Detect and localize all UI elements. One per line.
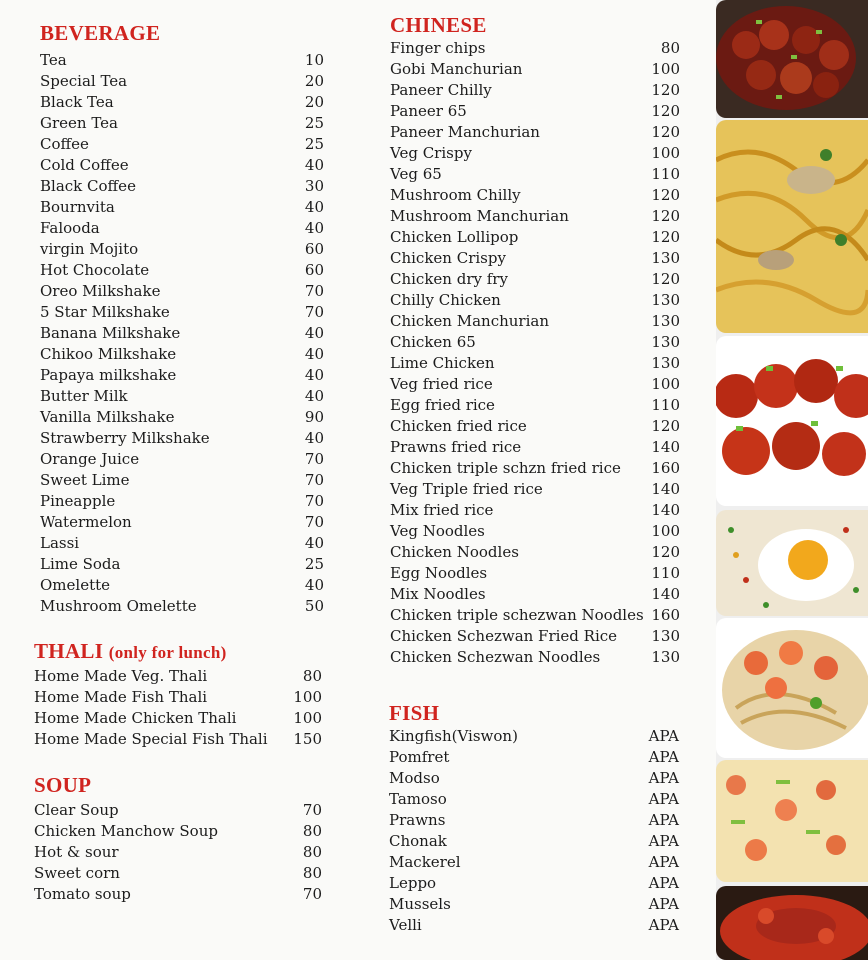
menu-item-price: 70	[304, 492, 324, 510]
menu-item-name: Tomato soup	[34, 885, 131, 903]
menu-item	[390, 353, 690, 374]
menu-item-name: Chikoo Milkshake	[40, 345, 177, 363]
menu-item-name: Lime Soda	[40, 555, 121, 573]
chilli-chicken-photo	[716, 0, 868, 118]
menu-item	[389, 747, 689, 768]
menu-item-name: Chicken Schezwan Noodles	[390, 648, 601, 666]
prawn-fried-rice-photo	[716, 760, 868, 882]
menu-item	[390, 143, 690, 164]
menu-item	[390, 122, 690, 143]
menu-item	[390, 458, 690, 479]
chinese-list	[390, 38, 690, 668]
beverage-section	[40, 20, 330, 617]
menu-item-price: 100	[651, 522, 680, 540]
menu-item-name: Chicken Noodles	[390, 543, 519, 561]
menu-item-price: 120	[651, 102, 680, 120]
menu-item	[390, 38, 690, 59]
menu-item	[40, 323, 330, 344]
menu-item	[389, 789, 689, 810]
menu-item	[389, 915, 689, 936]
menu-item-name: Hot Chocolate	[40, 261, 150, 279]
prawn-noodles-photo	[716, 618, 868, 758]
menu-item-price: APA	[648, 895, 679, 913]
menu-item-name: Tamoso	[389, 790, 447, 808]
menu-item	[390, 80, 690, 101]
soup-section	[34, 772, 334, 905]
menu-item	[40, 449, 330, 470]
menu-item-price: 40	[304, 345, 324, 363]
menu-item	[40, 596, 330, 617]
menu-item-price: 100	[651, 144, 680, 162]
menu-item	[40, 218, 330, 239]
menu-item-name: Watermelon	[40, 513, 132, 531]
menu-item	[390, 542, 690, 563]
menu-item-name: Strawberry Milkshake	[40, 429, 210, 447]
menu-item	[390, 437, 690, 458]
menu-item-name: Chonak	[389, 832, 447, 850]
menu-item-name: Chicken triple schzn fried rice	[390, 459, 621, 477]
menu-item-price: 70	[302, 801, 322, 819]
menu-item-name: Black Tea	[40, 93, 114, 111]
menu-item-name: Chicken Lollipop	[390, 228, 519, 246]
menu-item-name: Veg Crispy	[390, 144, 472, 162]
menu-item-price: 130	[651, 291, 680, 309]
menu-item-name: Prawns fried rice	[390, 438, 522, 456]
menu-item	[389, 873, 689, 894]
menu-item	[389, 726, 689, 747]
menu-item-price: APA	[648, 832, 679, 850]
menu-item	[390, 563, 690, 584]
menu-item-price: 70	[304, 471, 324, 489]
menu-item-name: Papaya milkshake	[40, 366, 177, 384]
menu-item	[40, 386, 330, 407]
menu-item	[40, 512, 330, 533]
menu-item-price: 80	[302, 822, 322, 840]
menu-item-name: Lime Chicken	[390, 354, 495, 372]
menu-item	[389, 831, 689, 852]
menu-item-price: 25	[304, 555, 324, 573]
menu-item-name: Sweet corn	[34, 864, 120, 882]
menu-item-price: 130	[651, 333, 680, 351]
menu-item	[34, 687, 334, 708]
beverage-list	[40, 50, 330, 617]
soup-list	[34, 800, 334, 905]
menu-item-price: 120	[651, 417, 680, 435]
menu-item	[34, 708, 334, 729]
menu-item	[390, 185, 690, 206]
menu-item-price: 60	[304, 261, 324, 279]
menu-item-name: Paneer Manchurian	[390, 123, 540, 141]
menu-item	[40, 281, 330, 302]
menu-item-price: 80	[302, 843, 322, 861]
menu-item-price: APA	[648, 811, 679, 829]
menu-item-name: Mussels	[389, 895, 451, 913]
menu-item-price: 100	[293, 688, 322, 706]
menu-item-price: 160	[651, 459, 680, 477]
menu-item-price: 70	[304, 450, 324, 468]
menu-item	[390, 248, 690, 269]
menu-item-price: 120	[651, 228, 680, 246]
menu-item-name: Special Tea	[40, 72, 128, 90]
menu-item-name: Mackerel	[389, 853, 461, 871]
menu-item-price: 120	[651, 123, 680, 141]
menu-item	[34, 666, 334, 687]
menu-item-price: 120	[651, 186, 680, 204]
menu-item-price: 40	[304, 156, 324, 174]
menu-item-name: Falooda	[40, 219, 100, 237]
fish-section	[389, 700, 689, 936]
menu-item-name: Chicken Schezwan Fried Rice	[390, 627, 618, 645]
menu-item-price: APA	[648, 916, 679, 934]
menu-item-price: APA	[648, 748, 679, 766]
food-photo-strip	[716, 0, 868, 960]
soup-heading: SOUP	[34, 773, 92, 797]
menu-item-price: APA	[648, 853, 679, 871]
menu-item-price: 130	[651, 354, 680, 372]
menu-item-price: 20	[304, 93, 324, 111]
menu-item-name: Gobi Manchurian	[390, 60, 523, 78]
menu-item-name: Pineapple	[40, 492, 116, 510]
menu-item	[389, 810, 689, 831]
menu-item-price: 140	[651, 480, 680, 498]
menu-item-name: Mushroom Chilly	[390, 186, 521, 204]
menu-item-name: Chicken dry fry	[390, 270, 508, 288]
menu-item-name: Pomfret	[389, 748, 450, 766]
menu-item-price: 40	[304, 429, 324, 447]
menu-item	[40, 491, 330, 512]
menu-item-name: Mix Noodles	[390, 585, 486, 603]
thali-title: THALI	[34, 639, 104, 663]
menu-item	[40, 239, 330, 260]
menu-item	[390, 626, 690, 647]
menu-item-price: 110	[651, 564, 680, 582]
menu-item-price: 110	[651, 396, 680, 414]
menu-item-name: Chicken Crispy	[390, 249, 506, 267]
menu-item-price: 120	[651, 207, 680, 225]
menu-item-price: 90	[304, 408, 324, 426]
menu-item	[390, 605, 690, 626]
menu-item	[40, 365, 330, 386]
menu-item-price: 40	[304, 387, 324, 405]
menu-item	[40, 428, 330, 449]
menu-item	[40, 50, 330, 71]
menu-item	[34, 729, 334, 750]
menu-item-name: Modso	[389, 769, 440, 787]
menu-item	[40, 71, 330, 92]
manchurian-photo	[716, 336, 868, 506]
menu-item-name: Paneer Chilly	[390, 81, 492, 99]
menu-item-price: 100	[651, 60, 680, 78]
menu-item	[389, 768, 689, 789]
menu-item	[40, 113, 330, 134]
menu-item	[40, 134, 330, 155]
menu-item-name: Veg Noodles	[390, 522, 485, 540]
menu-item	[390, 290, 690, 311]
menu-item-name: Banana Milkshake	[40, 324, 181, 342]
fish-curry-photo	[716, 886, 868, 960]
menu-item	[389, 852, 689, 873]
menu-item-name: Prawns	[389, 811, 446, 829]
menu-item	[390, 59, 690, 80]
chinese-heading: CHINESE	[390, 13, 487, 37]
menu-item-name: Chicken fried rice	[390, 417, 527, 435]
menu-item-name: Cold Coffee	[40, 156, 129, 174]
menu-item-price: 80	[302, 864, 322, 882]
menu-item	[390, 164, 690, 185]
menu-item	[390, 521, 690, 542]
menu-item-name: Home Made Chicken Thali	[34, 709, 237, 727]
menu-item-name: Egg Noodles	[390, 564, 488, 582]
menu-item	[40, 575, 330, 596]
menu-item-price: 40	[304, 198, 324, 216]
menu-item	[40, 176, 330, 197]
menu-item-name: Velli	[389, 916, 422, 934]
menu-item-price: 20	[304, 72, 324, 90]
menu-item-price: 120	[651, 543, 680, 561]
menu-item	[390, 269, 690, 290]
menu-item-price: 130	[651, 648, 680, 666]
menu-item	[390, 227, 690, 248]
menu-item-price: 70	[304, 513, 324, 531]
menu-item-name: Chicken Manchow Soup	[34, 822, 218, 840]
fish-list	[389, 726, 689, 936]
menu-item	[390, 374, 690, 395]
menu-item-name: Chilly Chicken	[390, 291, 501, 309]
menu-item-price: 130	[651, 312, 680, 330]
menu-item	[40, 533, 330, 554]
thali-heading	[34, 638, 334, 666]
menu-item-price: 140	[651, 438, 680, 456]
menu-item	[34, 842, 334, 863]
menu-item	[40, 92, 330, 113]
menu-item	[390, 479, 690, 500]
menu-item-price: 40	[304, 366, 324, 384]
fish-heading: FISH	[389, 701, 440, 725]
menu-item-name: Finger chips	[390, 39, 486, 57]
menu-item	[390, 332, 690, 353]
menu-item-price: 100	[651, 375, 680, 393]
menu-item-price: 100	[293, 709, 322, 727]
menu-item-name: Black Coffee	[40, 177, 136, 195]
menu-item	[40, 344, 330, 365]
menu-item-name: Oreo Milkshake	[40, 282, 161, 300]
menu-item-name: Veg Triple fried rice	[390, 480, 543, 498]
menu-item	[390, 101, 690, 122]
menu-item-price: 160	[651, 606, 680, 624]
thali-subtitle: (only for lunch)	[108, 643, 227, 662]
menu-item-price: 50	[304, 597, 324, 615]
menu-item	[390, 416, 690, 437]
thali-list	[34, 666, 334, 750]
menu-item-price: 140	[651, 585, 680, 603]
menu-item-price: APA	[648, 790, 679, 808]
menu-item-price: APA	[648, 874, 679, 892]
chinese-section	[390, 12, 690, 668]
thali-section	[34, 638, 334, 750]
menu-item	[390, 206, 690, 227]
menu-item	[390, 500, 690, 521]
menu-item-name: Orange Juice	[40, 450, 140, 468]
menu-item-price: 120	[651, 81, 680, 99]
menu-item	[34, 800, 334, 821]
menu-item-price: 30	[304, 177, 324, 195]
menu-item-name: Home Made Veg. Thali	[34, 667, 208, 685]
menu-item-name: Hot & sour	[34, 843, 119, 861]
menu-item	[40, 260, 330, 281]
menu-item	[390, 647, 690, 668]
menu-item-price: 130	[651, 249, 680, 267]
menu-item	[40, 470, 330, 491]
menu-item-name: Lassi	[40, 534, 80, 552]
menu-item	[40, 302, 330, 323]
menu-item-price: 120	[651, 270, 680, 288]
menu-item-name: Tea	[40, 51, 67, 69]
menu-item-name: Mushroom Manchurian	[390, 207, 569, 225]
menu-item-price: APA	[648, 769, 679, 787]
menu-item-price: 40	[304, 219, 324, 237]
beverage-heading: BEVERAGE	[40, 21, 161, 45]
menu-item	[40, 407, 330, 428]
menu-item-name: Chicken Manchurian	[390, 312, 549, 330]
menu-item	[40, 155, 330, 176]
menu-item	[390, 311, 690, 332]
menu-item-name: Home Made Fish Thali	[34, 688, 208, 706]
menu-item-price: 25	[304, 114, 324, 132]
menu-item-name: Leppo	[389, 874, 437, 892]
menu-item-name: Home Made Special Fish Thali	[34, 730, 268, 748]
menu-item-price: 70	[304, 303, 324, 321]
menu-item-name: Bournvita	[40, 198, 115, 216]
menu-item-name: Coffee	[40, 135, 89, 153]
menu-item-price: 70	[304, 282, 324, 300]
menu-item-name: Mix fried rice	[390, 501, 494, 519]
menu-item	[34, 884, 334, 905]
menu-item-price: 80	[302, 667, 322, 685]
menu-item-name: Mushroom Omelette	[40, 597, 197, 615]
menu-item-price: 25	[304, 135, 324, 153]
menu-item	[40, 554, 330, 575]
menu-item-price: 10	[304, 51, 324, 69]
menu-item-price: 40	[304, 324, 324, 342]
menu-item-price: 130	[651, 627, 680, 645]
menu-item	[390, 584, 690, 605]
menu-item-name: Paneer 65	[390, 102, 467, 120]
menu-item-name: Chicken 65	[390, 333, 476, 351]
menu-item-price: 140	[651, 501, 680, 519]
menu-item-name: Kingfish(Viswon)	[389, 727, 518, 745]
menu-item-price: 40	[304, 534, 324, 552]
menu-item	[34, 821, 334, 842]
menu-item-name: virgin Mojito	[40, 240, 139, 258]
menu-item-name: Vanilla Milkshake	[40, 408, 175, 426]
menu-item-name: Omelette	[40, 576, 111, 594]
noodles-photo	[716, 120, 868, 333]
menu-item-name: Sweet Lime	[40, 471, 130, 489]
menu-item	[390, 395, 690, 416]
menu-item	[34, 863, 334, 884]
menu-item-price: 110	[651, 165, 680, 183]
menu-item-price: 80	[660, 39, 680, 57]
menu-item-price: 150	[293, 730, 322, 748]
menu-item-price: APA	[648, 727, 679, 745]
menu-item-name: 5 Star Milkshake	[40, 303, 170, 321]
menu-item-price: 60	[304, 240, 324, 258]
menu-item-name: Veg 65	[390, 165, 442, 183]
menu-item-price: 40	[304, 576, 324, 594]
egg-fried-rice-photo	[716, 510, 868, 616]
menu-item-name: Butter Milk	[40, 387, 128, 405]
menu-item-name: Egg fried rice	[390, 396, 495, 414]
menu-item-name: Veg fried rice	[390, 375, 493, 393]
menu-item-name: Green Tea	[40, 114, 118, 132]
menu-item	[40, 197, 330, 218]
menu-item	[389, 894, 689, 915]
menu-item-name: Chicken triple schezwan Noodles	[390, 606, 644, 624]
menu-item-name: Clear Soup	[34, 801, 119, 819]
menu-item-price: 70	[302, 885, 322, 903]
